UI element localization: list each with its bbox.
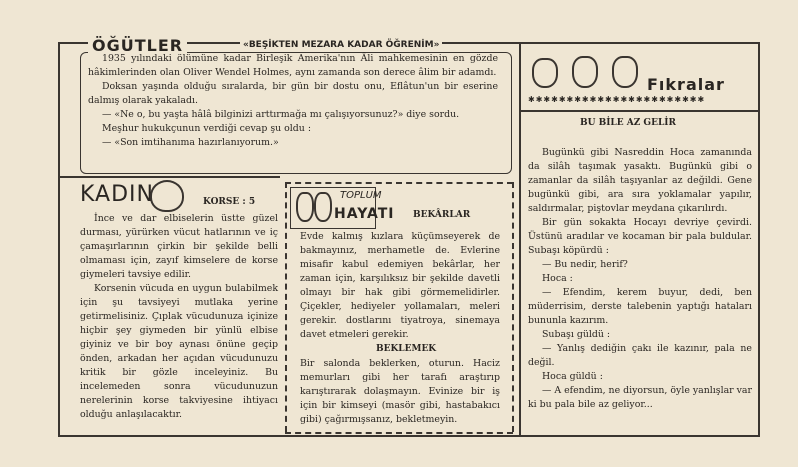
ogutler-paragraph: 1935 yılındaki ölümüne kadar Birleşik Amerika'nın Âli mahkemesinin en gözde hâkimlerinden olan Oliver Wendel Holmes, aynı zamanda son derece âlim bir adamdı. <box>88 53 498 78</box>
cartoon-figure-icon <box>572 56 598 88</box>
toplum-top-border <box>285 182 513 184</box>
ogutler-paragraph: Doksan yaşında olduğu sıralarda, bir gün bir dostu onu, Eflâtun'un bir eserine dalmış olarak yakaladı. <box>88 81 498 106</box>
ogutler-paragraph: Meşhur hukukçunun verdiği cevap şu oldu : <box>102 123 311 134</box>
beklemek-body <box>300 357 500 427</box>
toplum-title-top: TOPLUM <box>340 190 382 201</box>
fikra-body <box>528 146 752 412</box>
bekarlar-heading: BEKÂRLAR <box>413 210 471 220</box>
star-divider: ✱✱✱✱✱✱✱✱✱✱✱✱✱✱✱✱✱✱✱✱✱✱✱ <box>528 95 706 104</box>
toplum-title-bottom: HAYATI <box>334 206 395 222</box>
ogutler-subtitle: «BEŞİKTEN MEZARA KADAR ÖĞRENİM» <box>240 40 442 50</box>
kadin-subtitle: KORSE : 5 <box>203 197 256 207</box>
beklemek-heading: BEKLEMEK <box>376 344 437 354</box>
fikra-paragraph: — Efendim, kerem buyur, dedi, ben müderrisim, derste talebenin yaptığı hataları bununla kazırım. <box>528 287 752 326</box>
beklemek-paragraph: Bir salonda beklerken, oturun. Haciz memurları gibi her tarafı araştırıp karıştırarak dolaşmayın. Evinize bir iş için bir kimseyi (masör gibi, hastabakıcı gibi) çağırmışsanız, bekletmeyin. <box>300 358 500 425</box>
fikra-paragraph: Bir gün sokakta Hocayı devriye çevirdi. Üstünü aradılar ve kocaman bir pala buldular. Subaşı köpürdü : <box>528 217 752 256</box>
ogutler-paragraph: — «Son imtihanıma hazırlanıyorum.» <box>102 137 279 148</box>
ogutler-title: ÖĞÜTLER <box>88 36 187 55</box>
cartoon-figure-icon <box>532 58 558 88</box>
fikra-heading: BU BİLE AZ GELİR <box>580 118 676 128</box>
kadin-title: KADIN <box>80 182 154 207</box>
woman-face-icon <box>150 180 184 212</box>
fikralar-under-rule <box>521 110 758 112</box>
toplum-right-border <box>512 182 514 432</box>
fikralar-title: Fıkralar <box>647 75 725 94</box>
fikra-paragraph: Subaşı güldü : <box>542 329 611 340</box>
cartoon-figure-icon <box>612 56 638 88</box>
fikra-paragraph: Hoca güldü : <box>542 371 603 382</box>
fikra-paragraph: — Yanlış dediğin çakı ile kazınır, pala ne değil. <box>528 343 752 368</box>
couple-illustration-icon <box>296 192 314 222</box>
toplum-left-border <box>285 182 287 432</box>
couple-illustration-icon <box>314 192 332 222</box>
fikra-paragraph: — Bu nedir, herif? <box>542 259 628 270</box>
kadin-paragraph: İnce ve dar elbiselerin üstte güzel durması, yürürken vücut hatlarının ve iç çamaşırlarının çirkin bir şekilde belli olmaması için, zayıf kimselere de korse giymeleri tavsiye edilir. <box>80 213 278 280</box>
toplum-bottom-border <box>285 432 513 434</box>
bekarlar-body <box>300 230 500 342</box>
fikra-paragraph: Hoca : <box>542 273 573 284</box>
fikra-paragraph: Bugünkü gibi Nasreddin Hoca zamanında da silâh taşımak yasaktı. Bugünkü gibi o zamanlar da silâh taşıyanlar az değildi. Gene bugünkü gibi, ara sıra yoklamalar yapılır, saldırmalar, piştovlar meydana çıkarılırdı. <box>528 147 752 214</box>
fikra-paragraph: — A efendim, ne diyorsun, öyle yanlışlar var ki bu pala bile az geliyor... <box>528 385 753 410</box>
kadin-paragraph: Korsenin vücuda en uygun bulabilmek için şu tavsiyeyi mutlaka yerine getirmelisiniz. Çıplak vücudunuza içinize hiçbir şey giymeden bir yünlü elbise giyiniz ve bir boy aynası önüne geçip önden, arkadan her açıdan vücudunuzu kritik bir gözle inceleyiniz. Bu incelemeden sonra vücudunuzun nerelerinin korse takviyesine ihtiyacı olduğu anlaşılacaktır. <box>80 283 278 420</box>
kadin-body <box>80 212 278 422</box>
bekarlar-paragraph: Evde kalmış kızlara küçümseyerek de bakmayınız, merhametle de. Evlerine misafir kabul edemiyen bekârlar, her zaman için, karşılıksız bir şekilde davetli olmayı bir hak gibi görmemelidirler. Çiçekler, hediyeler yollamaları, meleri gerekir. dostlarını tiyatroya, sinemaya davet etmeleri gerekir. <box>300 231 500 340</box>
column-divider <box>519 42 521 437</box>
ogutler-body <box>88 52 498 150</box>
ogutler-paragraph: — «Ne o, bu yaşta hâlâ bilginizi arttırmağa mı çalışıyorsunuz?» diye sordu. <box>102 109 460 120</box>
kadin-top-rule <box>60 176 280 178</box>
